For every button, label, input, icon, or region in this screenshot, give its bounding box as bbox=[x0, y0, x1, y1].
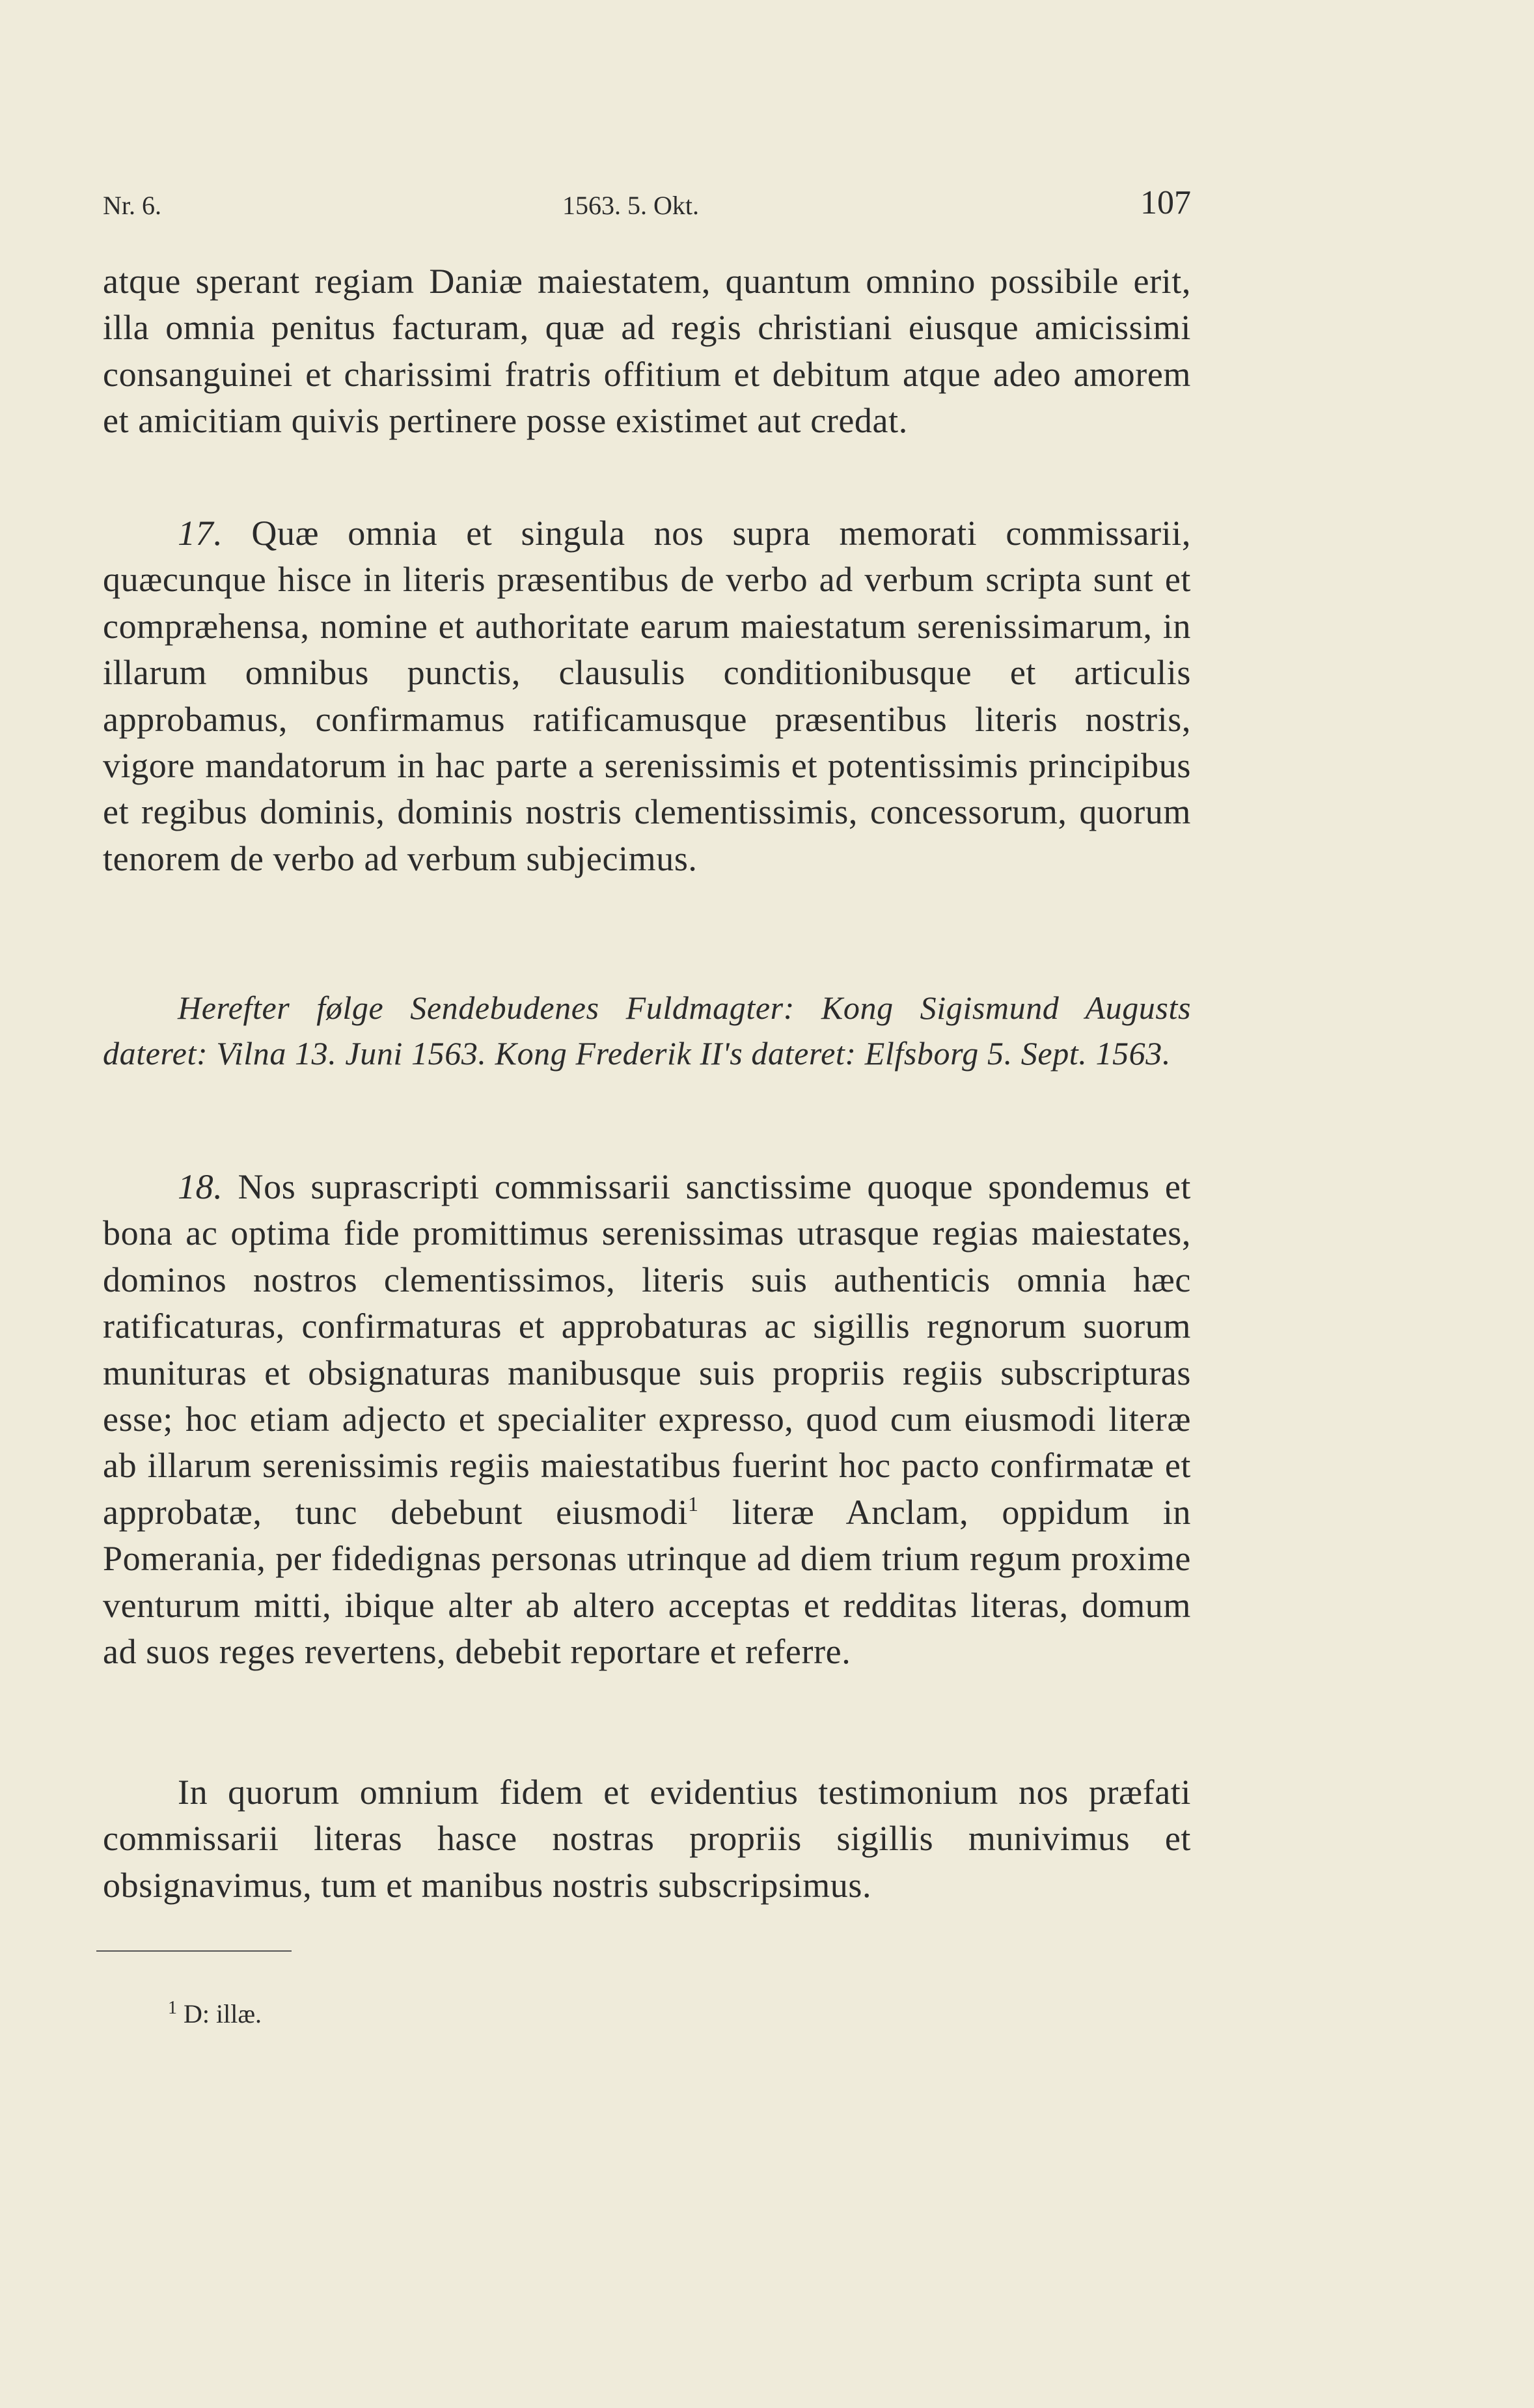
paragraph-17 bbox=[103, 510, 1191, 882]
footnote-mark: 1 bbox=[168, 1998, 177, 2018]
paragraph-text: Nos suprascripti commissarii sanctissime quoque spondemus et bona ac optima fide promittimus serenissimas utrasque regias maiestates, dominos nostros clementissimos, literis suis authenticis omnia hæc ratificaturas, confirmaturas et approbaturas ac sigillis regnorum suorum munituras et obsignaturas manibusque suis propriis regiis subscripturas esse; hoc etiam adjecto et specialiter expresso, quod cum eiusmodi literæ ab illarum serenissimis regiis maiestatibus fuerint hoc pacto confirmatæ et approbatæ, tunc debebunt eiusmodi bbox=[103, 1167, 1191, 1532]
footnote-text: D: illæ. bbox=[184, 1999, 262, 2028]
document-number: Nr. 6. bbox=[103, 191, 161, 220]
paragraph-18 bbox=[103, 1164, 1191, 1675]
footnote-reference: 1 bbox=[687, 1491, 699, 1515]
paragraph-text: Quæ omnia et singula nos supra memorati commissarii, quæcunque hisce in literis præsentibus de verbo ad verbum scripta sunt et compræhensa, nomine et authoritate earum maiestatum serenissimarum, in illarum omnibus punctis, clausulis conditionibusque et articulis approbamus, confirmamus ratificamusque præsentibus literis nostris, vigore mandatorum in hac parte a serenissimis et potentissimis principibus et regibus dominis, dominis nostris clementissimis, concessorum, quorum tenorem de verbo ad verbum subjecimus. bbox=[103, 514, 1191, 878]
paragraph-text-continued: literæ Anclam, oppidum in Pomerania, per fidedignas personas utrinque ad diem trium regum proxime venturum mitti, ibique alter ab altero acceptas et redditas literas, domum ad suos reges revertens, debebit reportare et referre. bbox=[103, 1492, 1191, 1672]
footnote-divider bbox=[96, 1950, 292, 1952]
section-number: 18. bbox=[178, 1167, 223, 1206]
paragraph-closing: In quorum omnium fidem et evidentius testimonium nos præfati commissarii literas hasce nostras propriis sigillis munivimus et obsignavimus, tum et manibus nostris subscripsimus. bbox=[103, 1773, 1191, 1905]
header-date: 1563. 5. Okt. bbox=[562, 191, 699, 220]
page-number: 107 bbox=[1140, 184, 1191, 221]
footnote bbox=[168, 1999, 262, 2029]
running-header bbox=[103, 184, 1191, 225]
editorial-note: Herefter følge Sendebudenes Fuldmagter: Kong Sigismund Augusts dateret: Vilna 13. Juni 1563. Kong Frederik II's dateret: Elfsborg 5. Sept. 1563. bbox=[103, 989, 1191, 1072]
section-number: 17. bbox=[178, 514, 223, 553]
paragraph-continuation: atque sperant regiam Daniæ maiestatem, quantum omnino possibile erit, illa omnia penitus facturam, quæ ad regis christiani eiusque amicissimi consanguinei et charissimi fratris offitium et debitum atque adeo amorem et amicitiam quivis pertinere posse existimet aut credat. bbox=[103, 262, 1191, 441]
